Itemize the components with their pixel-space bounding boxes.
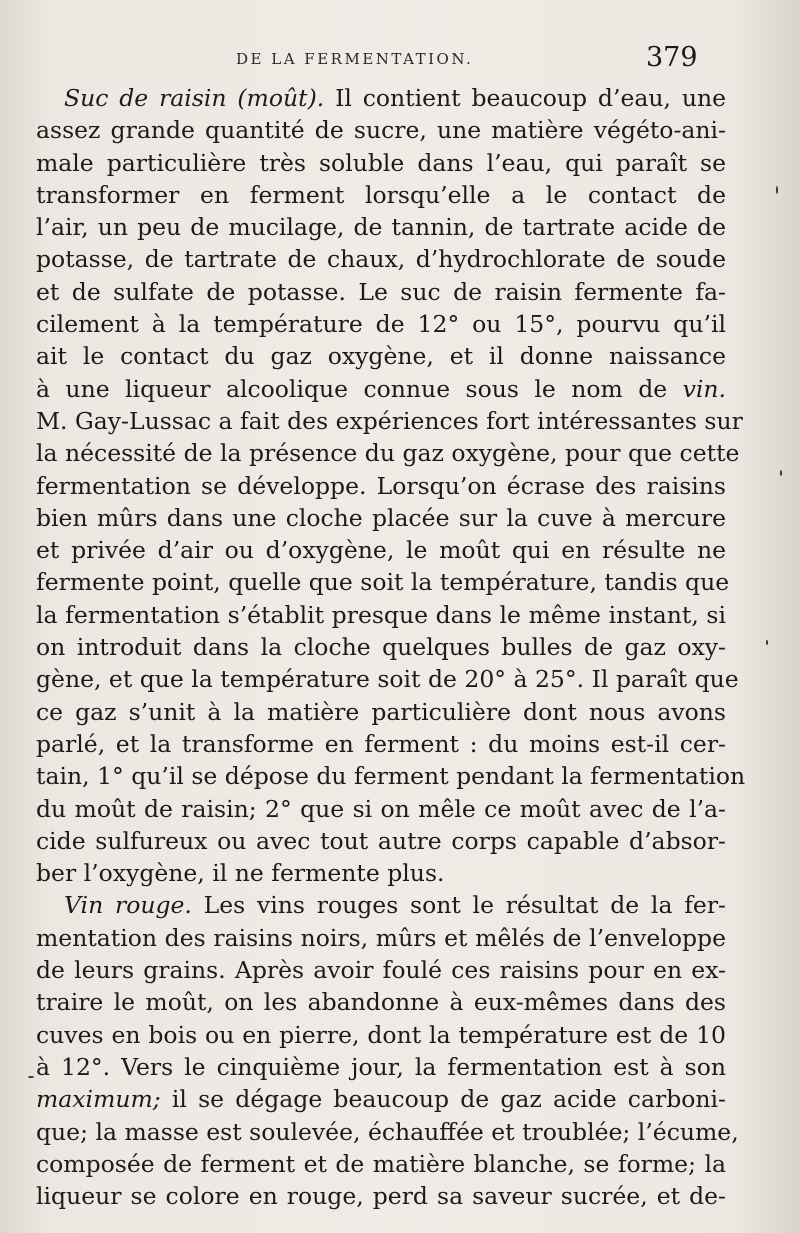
- print-speck: [766, 640, 768, 645]
- text-line: de leurs grains. Après avoir foulé ces raisins pour en ex-: [36, 956, 726, 985]
- paragraph-1-line-1-text: Il contient beaucoup d’eau, une: [324, 84, 726, 112]
- text-line: la fermentation s’établit presque dans le même instant, si: [36, 600, 726, 629]
- text-line-with-italic: [36, 373, 726, 405]
- text-line: cuves en bois ou en pierre, dont la température est de 10: [36, 1020, 726, 1049]
- text-line: potasse, de tartrate de chaux, d’hydrochlorate de soude: [36, 245, 726, 274]
- text-line: cilement à la température de 12° ou 15°, pourvu qu’il: [36, 310, 726, 339]
- text-line: et de sulfate de potasse. Le suc de raisin fermente fa-: [36, 277, 726, 306]
- text-line: transformer en ferment lorsqu’elle a le contact de: [36, 180, 726, 209]
- text-line: et privée d’air ou d’oxygène, le moût qui en résulte ne: [36, 536, 726, 565]
- text-segment: il se dégage beaucoup de gaz acide carboni-: [160, 1085, 726, 1114]
- text-line: composée de ferment et de matière blanche, se forme; la: [36, 1149, 726, 1178]
- text-line: gène, et que la température soit de 20° à 25°. Il paraît que: [36, 665, 739, 694]
- running-title: DE LA FERMENTATION.: [236, 50, 474, 68]
- text-line: l’air, un peu de mucilage, de tannin, de tartrate acide de: [36, 213, 726, 242]
- text-line-with-italic: [36, 1083, 726, 1115]
- page-header: [0, 42, 800, 82]
- text-line: mentation des raisins noirs, mûrs et mêlés de l’enveloppe: [36, 923, 726, 952]
- text-line: la nécessité de la présence du gaz oxygène, pour que cette: [36, 439, 740, 468]
- paragraph-1-last-line: ber l’oxygène, il ne fermente plus.: [36, 859, 445, 888]
- text-line: assez grande quantité de sucre, une matière végéto-ani-: [36, 116, 726, 145]
- text-line: fermentation se développe. Lorsqu’on écrase des raisins: [36, 471, 726, 500]
- text-line: on introduit dans la cloche quelques bulles de gaz oxy-: [36, 633, 726, 662]
- paragraph-1-line-1: [36, 82, 726, 114]
- text-line: du moût de raisin; 2° que si on mêle ce moût avec de l’a-: [36, 794, 726, 823]
- text-line: ce gaz s’unit à la matière particulière dont nous avons: [36, 697, 726, 726]
- paragraph-2-line-1-text: Les vins rouges sont le résultat de la fer-: [191, 891, 726, 920]
- italic-word: vin.: [682, 374, 726, 403]
- page-number: 379: [646, 42, 698, 73]
- text-line: liqueur se colore en rouge, perd sa saveur sucrée, et de-: [36, 1182, 726, 1211]
- text-line: tain, 1° qu’il se dépose du ferment pendant la fermentation: [36, 762, 746, 791]
- print-speck: [780, 470, 782, 476]
- paragraph-2-line-1: [36, 889, 726, 921]
- body-text: [36, 82, 746, 1212]
- italic-word: maximum;: [36, 1085, 161, 1114]
- text-line: que; la masse est soulevée, échauffée et troublée; l’écume,: [36, 1117, 739, 1146]
- text-line: cide sulfureux ou avec tout autre corps capable d’absor-: [36, 826, 726, 855]
- text-line: M. Gay-Lussac a fait des expériences fort intéressantes sur: [36, 406, 743, 435]
- print-speck: [776, 186, 778, 194]
- text-line: à 12°. Vers le cinquième jour, la fermentation est à son: [36, 1052, 726, 1081]
- text-line: male particulière très soluble dans l’eau, qui paraît se: [36, 148, 726, 177]
- text-segment: à une liqueur alcoolique connue sous le nom de: [36, 374, 683, 403]
- text-line: bien mûrs dans une cloche placée sur la cuve à mercure: [36, 503, 726, 532]
- paragraph-1-heading: Suc de raisin (moût).: [64, 84, 325, 112]
- text-line: parlé, et la transforme en ferment : du moins est-il cer-: [36, 729, 726, 758]
- text-line: ait le contact du gaz oxygène, et il donne naissance: [36, 342, 726, 371]
- print-speck: [28, 1076, 34, 1078]
- text-line: fermente point, quelle que soit la température, tandis que: [36, 568, 730, 597]
- paragraph-2-heading: Vin rouge.: [64, 891, 192, 920]
- text-line: traire le moût, on les abandonne à eux-mêmes dans des: [36, 988, 726, 1017]
